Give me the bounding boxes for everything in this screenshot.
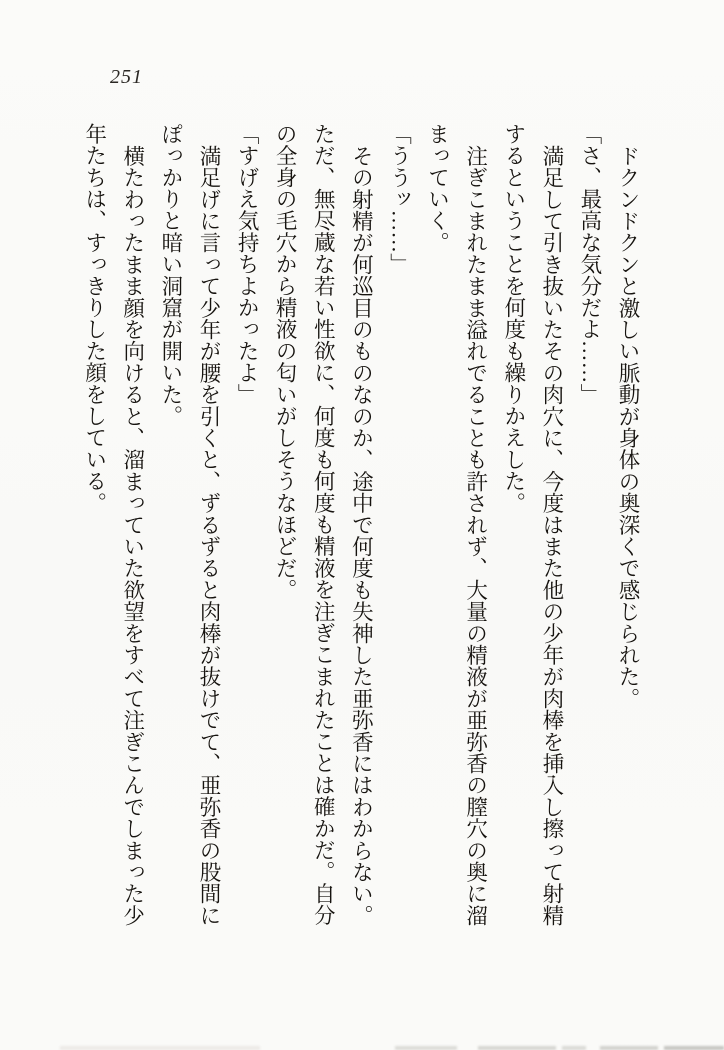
- page-number: 251: [110, 66, 143, 88]
- paragraph-dialogue: 「さ、最高な気分だよ……」: [577, 123, 602, 406]
- scan-artifact-segment: [478, 1046, 556, 1050]
- paragraph-narration: 満足して引き抜いたその肉穴に、今度はまた他の少年が肉棒を挿入し擦って射精するということを何度も繰りかえした。: [501, 123, 564, 926]
- scan-artifact-bottom: [0, 1042, 724, 1050]
- scan-artifact-segment: [562, 1046, 586, 1050]
- body-text: [75, 123, 647, 943]
- scan-artifact-segment: [60, 1046, 260, 1050]
- paragraph-dialogue: 「ううッ……」: [387, 123, 412, 275]
- scan-artifact-segment: [664, 1046, 724, 1050]
- paragraph-narration: 横たわったまま顔を向けると、溜まっていた欲望をすべて注ぎこんでしまった少年たちは、すっきりした顔をしている。: [82, 123, 145, 926]
- paragraph-narration: ドクンドクンと激しい脈動が身体の奥深くで感じられた。: [616, 144, 640, 709]
- paragraph-narration: 満足げに言って少年が腰を引くと、ずるずると肉棒が抜けでて、亜弥香の股間にぽっかりと暗い洞窟が開いた。: [158, 123, 221, 926]
- scan-artifact-segment: [600, 1046, 658, 1050]
- paragraph-narration: その射精が何巡目のものなのか、途中で何度も失神した亜弥香にはわからない。ただ、無尽蔵な若い性欲に、何度も何度も精液を注ぎこまれたことは確かだ。自分の全身の毛穴から精液の匂いがしそうなほどだ。: [273, 123, 374, 926]
- scan-artifact-segment: [395, 1046, 457, 1050]
- paragraph-narration: 注ぎこまれたまま溢れでることも許されず、大量の精液が亜弥香の膣穴の奥に溜まっていく。: [425, 123, 488, 926]
- paragraph-dialogue: 「すげえ気持ちよかったよ」: [235, 123, 260, 406]
